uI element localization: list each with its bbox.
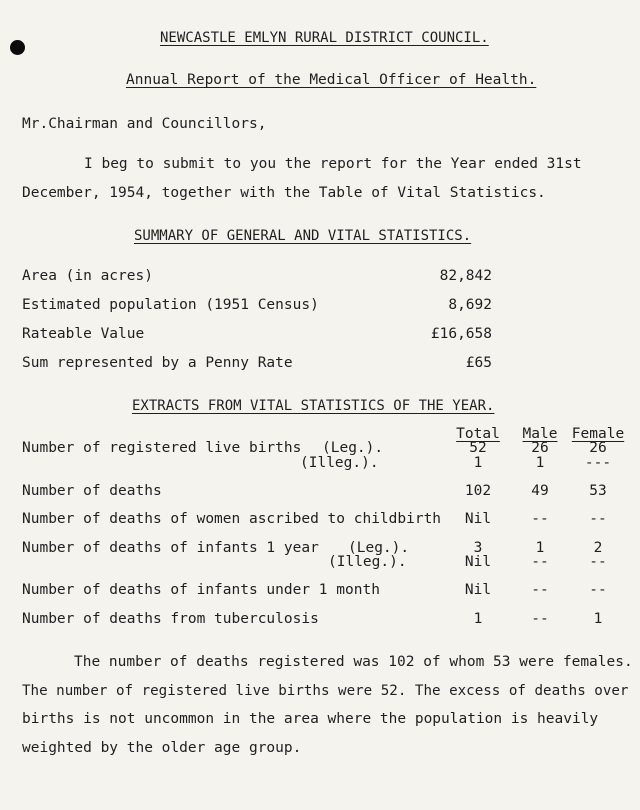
live-births-illeg-female: --- xyxy=(584,455,612,471)
intro-line-1: I beg to submit to you the report for the Year ended 31st xyxy=(84,156,582,172)
summary-value-penny-rate: £65 xyxy=(465,355,492,371)
infant-deaths-year-leg-label: (Leg.). xyxy=(348,540,410,556)
extracts-heading: EXTRACTS FROM VITAL STATISTICS OF THE YEAR. xyxy=(132,398,495,414)
summary-label-area: Area (in acres) xyxy=(22,268,153,284)
tuberculosis-deaths-female: 1 xyxy=(593,611,603,627)
deaths-total: 102 xyxy=(464,483,492,499)
infant-deaths-year-leg-female: 2 xyxy=(593,540,603,556)
live-births-leg-total: 52 xyxy=(469,440,487,456)
live-births-leg-label: (Leg.). xyxy=(322,440,384,456)
report-title: Annual Report of the Medical Officer of Health. xyxy=(126,72,537,88)
closing-line-2: The number of registered live births were 52. The excess of deaths over xyxy=(22,683,629,699)
deaths-female: 53 xyxy=(589,483,607,499)
summary-value-rateable: £16,658 xyxy=(430,326,492,342)
summary-heading: SUMMARY OF GENERAL AND VITAL STATISTICS. xyxy=(134,228,472,244)
infant-deaths-year-illeg-male: -- xyxy=(531,554,549,570)
tuberculosis-deaths-label: Number of deaths from tuberculosis xyxy=(22,611,319,627)
childbirth-deaths-label: Number of deaths of women ascribed to childbirth xyxy=(22,511,442,527)
tuberculosis-deaths-male: -- xyxy=(531,611,549,627)
column-header-male: Male xyxy=(522,426,558,442)
childbirth-deaths-female: -- xyxy=(589,511,607,527)
childbirth-deaths-total: Nil xyxy=(464,511,492,527)
deaths-label: Number of deaths xyxy=(22,483,162,499)
tuberculosis-deaths-total: 1 xyxy=(473,611,483,627)
infant-deaths-year-leg-male: 1 xyxy=(535,540,545,556)
deaths-male: 49 xyxy=(531,483,549,499)
closing-line-1: The number of deaths registered was 102 of whom 53 were females. xyxy=(74,654,633,670)
column-header-total: Total xyxy=(456,426,500,442)
summary-value-population: 8,692 xyxy=(448,297,492,313)
closing-line-3: births is not uncommon in the area where the population is heavily xyxy=(22,711,599,727)
closing-line-4: weighted by the older age group. xyxy=(22,740,302,756)
infant-deaths-month-female: -- xyxy=(589,582,607,598)
infant-deaths-year-illeg-total: Nil xyxy=(464,554,492,570)
summary-label-rateable: Rateable Value xyxy=(22,326,145,342)
infant-deaths-month-male: -- xyxy=(531,582,549,598)
summary-value-area: 82,842 xyxy=(439,268,492,284)
infant-deaths-month-total: Nil xyxy=(464,582,492,598)
punch-hole xyxy=(10,40,25,55)
column-header-female: Female xyxy=(571,426,625,442)
infant-deaths-month-label: Number of deaths of infants under 1 month xyxy=(22,582,380,598)
live-births-leg-male: 26 xyxy=(531,440,549,456)
infant-deaths-year-leg-total: 3 xyxy=(473,540,483,556)
infant-deaths-year-label: Number of deaths of infants 1 year xyxy=(22,540,319,556)
summary-label-penny-rate: Sum represented by a Penny Rate xyxy=(22,355,293,371)
childbirth-deaths-male: -- xyxy=(531,511,549,527)
live-births-illeg-total: 1 xyxy=(473,455,483,471)
summary-label-population: Estimated population (1951 Census) xyxy=(22,297,319,313)
live-births-illeg-label: (Illeg.). xyxy=(300,455,379,471)
infant-deaths-year-illeg-label: (Illeg.). xyxy=(328,554,407,570)
council-heading: NEWCASTLE EMLYN RURAL DISTRICT COUNCIL. xyxy=(160,30,489,46)
salutation: Mr.Chairman and Councillors, xyxy=(22,116,267,132)
live-births-leg-female: 26 xyxy=(589,440,607,456)
live-births-illeg-male: 1 xyxy=(535,455,545,471)
intro-line-2: December, 1954, together with the Table of Vital Statistics. xyxy=(22,185,546,201)
live-births-label: Number of registered live births xyxy=(22,440,302,456)
infant-deaths-year-illeg-female: -- xyxy=(589,554,607,570)
